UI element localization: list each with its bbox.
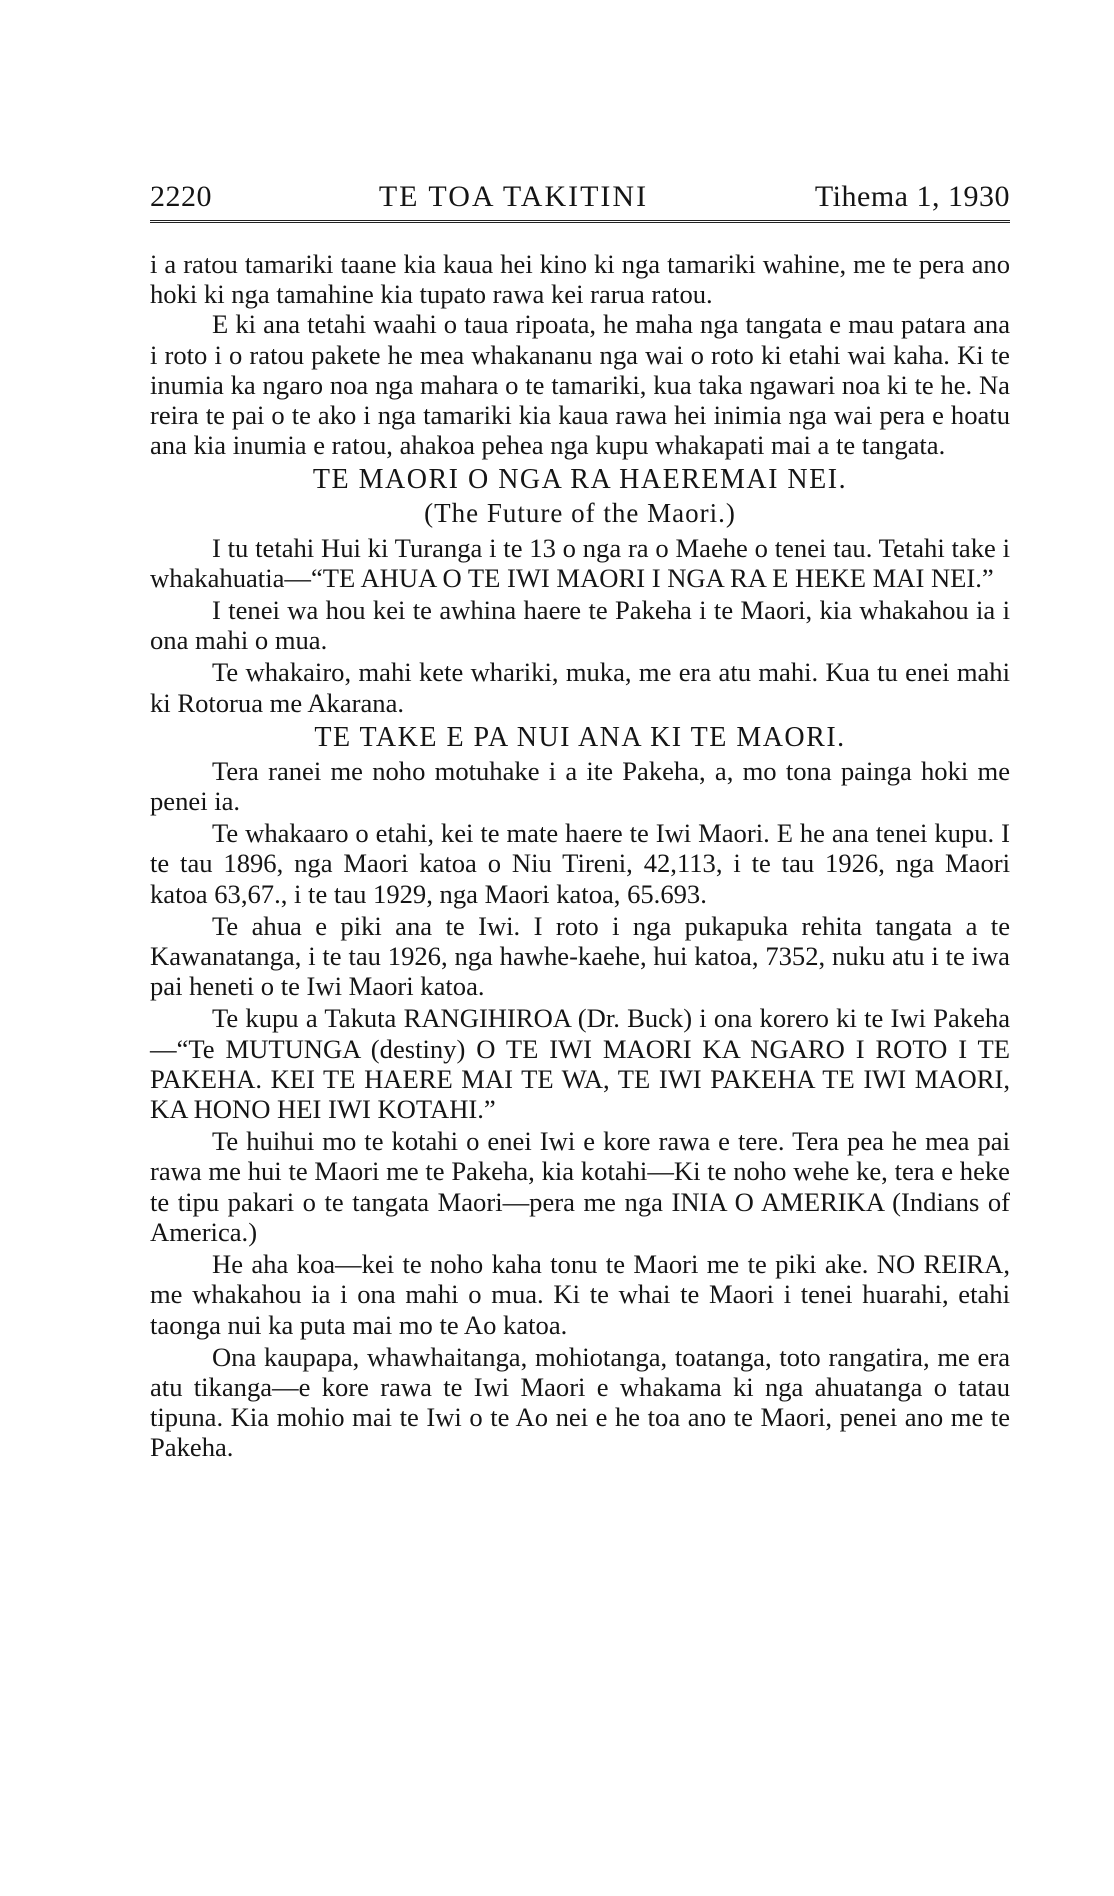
paragraph: Te huihui mo te kotahi o enei Iwi e kore rawa e tere. Tera pea he mea pai rawa me hui te Maori me te Pakeha, kia kotahi—Ki te noho wehe ke, tera e heke te tipu pakari o te tangata Maori—pera me nga INIA O AMERIKA (Indians of America.) xyxy=(150,1126,1010,1247)
section-subheading: (The Future of the Maori.) xyxy=(424,498,736,529)
paragraph: I tenei wa hou kei te awhina haere te Pakeha i te Maori, kia whakahou ia i ona mahi o mua. xyxy=(150,595,1010,656)
paragraph: E ki ana tetahi waahi o taua ripoata, he maha nga tangata e mau patara ana i roto i o ratou pakete he mea whakananu nga wai o roto ki etahi wai kaha. Ki te inumia ka ngaro noa nga mahara o te tamariki, kua taka ngawari noa ki te he. Na reira te pai o te ako i nga tamariki kia kaua rawa hei inimia nga wai pera e hoatu ana kia inumia e ratou, ahakoa pehea nga kupu whakapati mai a te tangata. xyxy=(150,309,1010,461)
article-body xyxy=(150,249,1010,1463)
document-page xyxy=(150,180,1010,1463)
issue-date: Tihema 1, 1930 xyxy=(814,180,1010,213)
section-heading: TE TAKE E PA NUI ANA KI TE MAORI. xyxy=(314,721,846,753)
paragraph: Te ahua e piki ana te Iwi. I roto i nga pukapuka rehita tangata a te Kawanatanga, i te tau 1926, nga hawhe-kaehe, hui katoa, 7352, nuku atu i te iwa pai heneti o te Iwi Maori katoa. xyxy=(150,910,1010,1002)
running-header xyxy=(150,180,1010,223)
paragraph: i a ratou tamariki taane kia kaua hei kino ki nga tamariki wahine, me te pera ano hoki ki nga tamahine kia tupato rawa kei rarua ratou. xyxy=(150,249,1010,310)
paragraph: Te whakairo, mahi kete whariki, muka, me era atu mahi. Kua tu enei mahi ki Rotorua me Akarana. xyxy=(150,657,1010,718)
section-heading: TE MAORI O NGA RA HAEREMAI NEI. xyxy=(312,464,848,496)
paragraph: Te whakaaro o etahi, kei te mate haere te Iwi Maori. E he ana tenei kupu. I te tau 1896, nga Maori katoa o Niu Tireni, 42,113, i te tau 1926, nga Maori katoa 63,67., i te tau 1929, nga Maori katoa, 65.693. xyxy=(150,818,1010,909)
page-number: 2220 xyxy=(150,180,212,213)
paragraph: He aha koa—kei te noho kaha tonu te Maori me te piki ake. NO REIRA, me whakahou ia i ona mahi o mua. Ki te whai te Maori i tenei huarahi, etahi taonga nui ka puta mai mo te Ao katoa. xyxy=(150,1249,1010,1340)
paragraph: I tu tetahi Hui ki Turanga i te 13 o nga ra o Maehe o tenei tau. Tetahi take i whakahuatia—“TE AHUA O TE IWI MAORI I NGA RA E HEKE MAI NEI.” xyxy=(150,532,1010,593)
paragraph: Ona kaupapa, whawhaitanga, mohiotanga, toatanga, toto rangatira, me era atu tikanga—e kore rawa te Iwi Maori e whakama ki nga ahuatanga o tatau tipuna. Kia mohio mai te Iwi o te Ao nei e he toa ano te Maori, penei ano me te Pakeha. xyxy=(150,1341,1010,1463)
paragraph: Te kupu a Takuta RANGIHIROA (Dr. Buck) i ona korero ki te Iwi Pakeha—“Te MUTUNGA (destiny) O TE IWI MAORI KA NGARO I ROTO I TE PAKEHA. KEI TE HAERE MAI TE WA, TE IWI PAKEHA TE IWI MAORI, KA HONO HEI IWI KOTAHI.” xyxy=(150,1003,1010,1125)
paragraph: Tera ranei me noho motuhake i a ite Pakeha, a, mo tona painga hoki me penei ia. xyxy=(150,755,1010,817)
journal-title: TE TOA TAKITINI xyxy=(378,180,649,213)
